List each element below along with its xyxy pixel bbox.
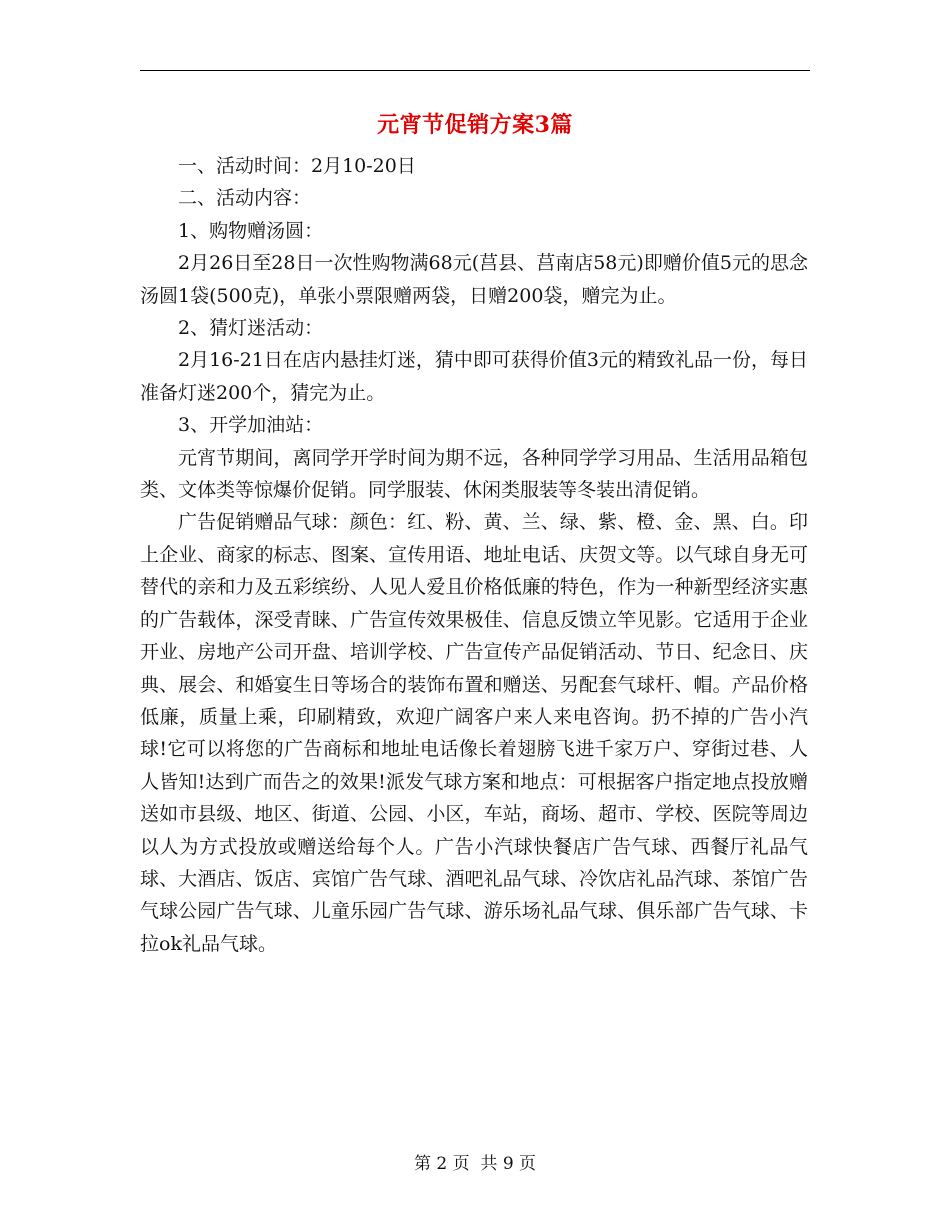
document-body (140, 150, 808, 960)
paragraph-activity-content: 二、活动内容： (178, 187, 312, 210)
page-footer (0, 1152, 950, 1176)
footer-prefix: 第 (413, 1154, 431, 1174)
paragraph-balloon-ads: 广告促销赠品气球：颜色：红、粉、黄、兰、绿、紫、橙、金、黑、白。印上企业、商家的标志、图案、宣传用语、地址电话、庆贺文等。以气球自身无可替代的亲和力及五彩缤纷、人见人爱且价格低廉的特色，作为一种新型经济实惠的广告载体，深受青睐、广告宣传效果极佳、信息反馈立竿见影。它适用于企业开业、房地产公司开盘、培训学校、广告宣传产品促销活动、节日、纪念日、庆典、展会、和婚宴生日等场合的装饰布置和赠送、另配套气球杆、帽。产品价格低廉，质量上乘，印刷精致，欢迎广阔客户来人来电咨询。扔不掉的广告小汽球!它可以将您的广告商标和地址电话像长着翅膀飞进千家万户、穿街过巷、人人皆知!达到广而告之的效果!派发气球方案和地点：可根据客户指定地点投放赠送如市县级、地区、街道、公园、小区，车站，商场、超市、学校、医院等周边以人为方式投放或赠送给每个人。广告小汽球快餐店广告气球、西餐厅礼品气球、大酒店、饭店、宾馆广告气球、酒吧礼品气球、冷饮店礼品汽球、茶馆广告气球公园广告气球、儿童乐园广告气球、游乐场礼品气球、俱乐部广告气球、卡拉ok礼品气球。 (140, 511, 808, 955)
footer-suffix: 页 (519, 1154, 537, 1174)
paragraph-riddles: 2月16-21日在店内悬挂灯迷，猜中即可获得价值3元的精致礼品一份，每日准备灯迷200个，猜完为止。 (140, 349, 808, 404)
footer-total-pages: 9 (502, 1154, 514, 1174)
document-title: 元宵节促销方案3篇 (377, 112, 573, 138)
paragraph-activity-time: 一、活动时间：2月10-20日 (178, 155, 416, 177)
paragraph-school-start: 元宵节期间，离同学开学时间为期不远，各种同学学习用品、生活用品箱包类、文体类等惊爆价促销。同学服装、休闲类服装等冬装出清促销。 (140, 446, 808, 502)
paragraph-shopping-gift: 2月26日至28日一次性购物满68元(莒县、莒南店58元)即赠价值5元的思念汤圆1袋(500克)，单张小票限赠两袋，日赠200袋，赠完为止。 (140, 252, 808, 307)
paragraph-heading-school-start: 3、开学加油站： (178, 414, 324, 437)
header-rule (140, 70, 810, 71)
footer-middle: 页 共 (452, 1154, 498, 1174)
footer-page-number: 2 (436, 1154, 448, 1174)
paragraph-heading-shopping-gift: 1、购物赠汤圆： (178, 219, 324, 242)
paragraph-heading-riddles: 2、猜灯迷活动： (178, 317, 324, 340)
